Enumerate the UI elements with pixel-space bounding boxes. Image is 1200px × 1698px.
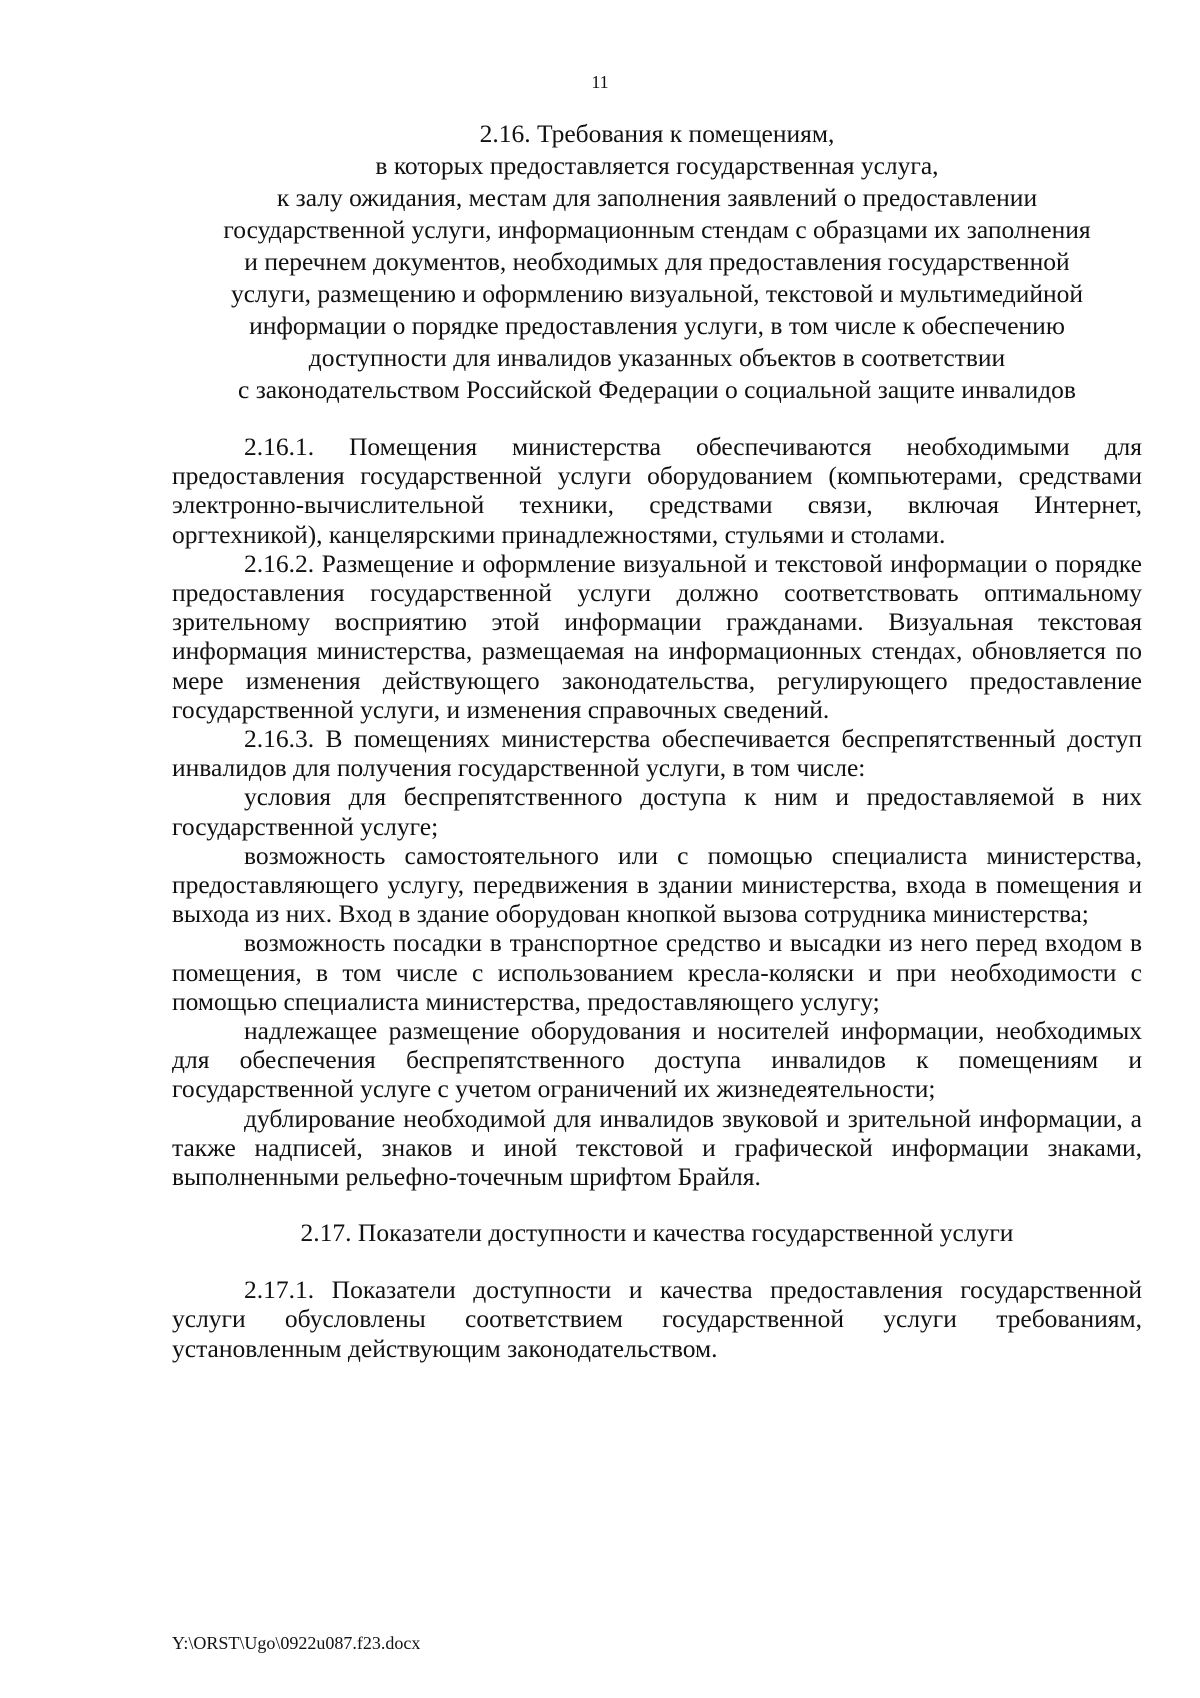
document-body xyxy=(172,118,1142,1363)
paragraph-2-17-1: 2.17.1. Показатели доступности и качества предоставления государственной услуги обусловлены соответствием государственной услуги требованиям, установленным действующим законодательством. xyxy=(172,1275,1142,1363)
spacer xyxy=(172,1191,1142,1217)
list-item-access-conditions: условия для беспрепятственного доступа к ним и предоставляемой в них государственной услуге; xyxy=(172,782,1142,841)
spacer xyxy=(172,406,1142,432)
footer-file-path: Y:\ORST\Ugo\0922u087.f23.docx xyxy=(172,1633,421,1653)
list-item-movement: возможность самостоятельного или с помощью специалиста министерства, предоставляющего услугу, передвижения в здании министерства, входа в помещения и выхода из них. Вход в здание оборудован кнопкой вызова сотрудника министерства; xyxy=(172,840,1142,929)
section-2-16-title: 2.16. Требования к помещениям, в которых предоставляется государственная услуга, к залу ожидания, местам для заполнения заявлений о предоставлении государственной услуги, информационным стендам с образцами их заполнения и перечнем документов, необходимых для предоставления государственной услуги, размещению и оформлению визуальной, текстовой и мультимедийной информации о порядке предоставления услуги, в том числе к обеспечению доступности для инвалидов указанных объектов в соответствии с законодательством Российской Федерации о социальной защите инвалидов xyxy=(223,119,1091,404)
list-item-transport: возможность посадки в транспортное средство и высадки из него перед входом в помещения, в том числе с использованием кресла-коляски и при необходимости с помощью специалиста министерства, предоставляющего услугу; xyxy=(172,928,1142,1016)
paragraph-2-16-2: 2.16.2. Размещение и оформление визуальной и текстовой информации о порядке предоставления государственной услуги должно соответствовать оптимальному зрительному восприятию этой информации гражданами. Визуальная текстовая информация министерства, размещаемая на информационных стендах, обновляется по мере изменения действующего законодательства, регулирующего предоставление государственной услуги, и изменения справочных сведений. xyxy=(172,548,1142,724)
paragraph-2-16-1: 2.16.1. Помещения министерства обеспечиваются необходимыми для предоставления государственной услуги оборудованием (компьютерами, средствами электронно-вычислительной техники, средствами связи, включая Интернет, оргтехникой), канцелярскими принадлежностями, стульями и столами. xyxy=(172,432,1142,549)
list-item-equipment-placement: надлежащее размещение оборудования и носителей информации, необходимых для обеспечения беспрепятственного доступа инвалидов к помещениям и государственной услуге с учетом ограничений их жизнедеятельности; xyxy=(172,1016,1142,1104)
list-item-braille-duplication: дублирование необходимой для инвалидов звуковой и зрительной информации, а также надписей, знаков и иной текстовой и графической информации знаками, выполненными рельефно-точечным шрифтом Брайля. xyxy=(172,1103,1142,1192)
page-number: 11 xyxy=(591,72,609,92)
paragraph-2-16-3: 2.16.3. В помещениях министерства обеспечивается беспрепятственный доступ инвалидов для получения государственной услуги, в том числе: xyxy=(172,724,1142,783)
spacer xyxy=(172,1249,1142,1275)
section-2-17-title: 2.17. Показатели доступности и качества государственной услуги xyxy=(300,1218,1014,1248)
